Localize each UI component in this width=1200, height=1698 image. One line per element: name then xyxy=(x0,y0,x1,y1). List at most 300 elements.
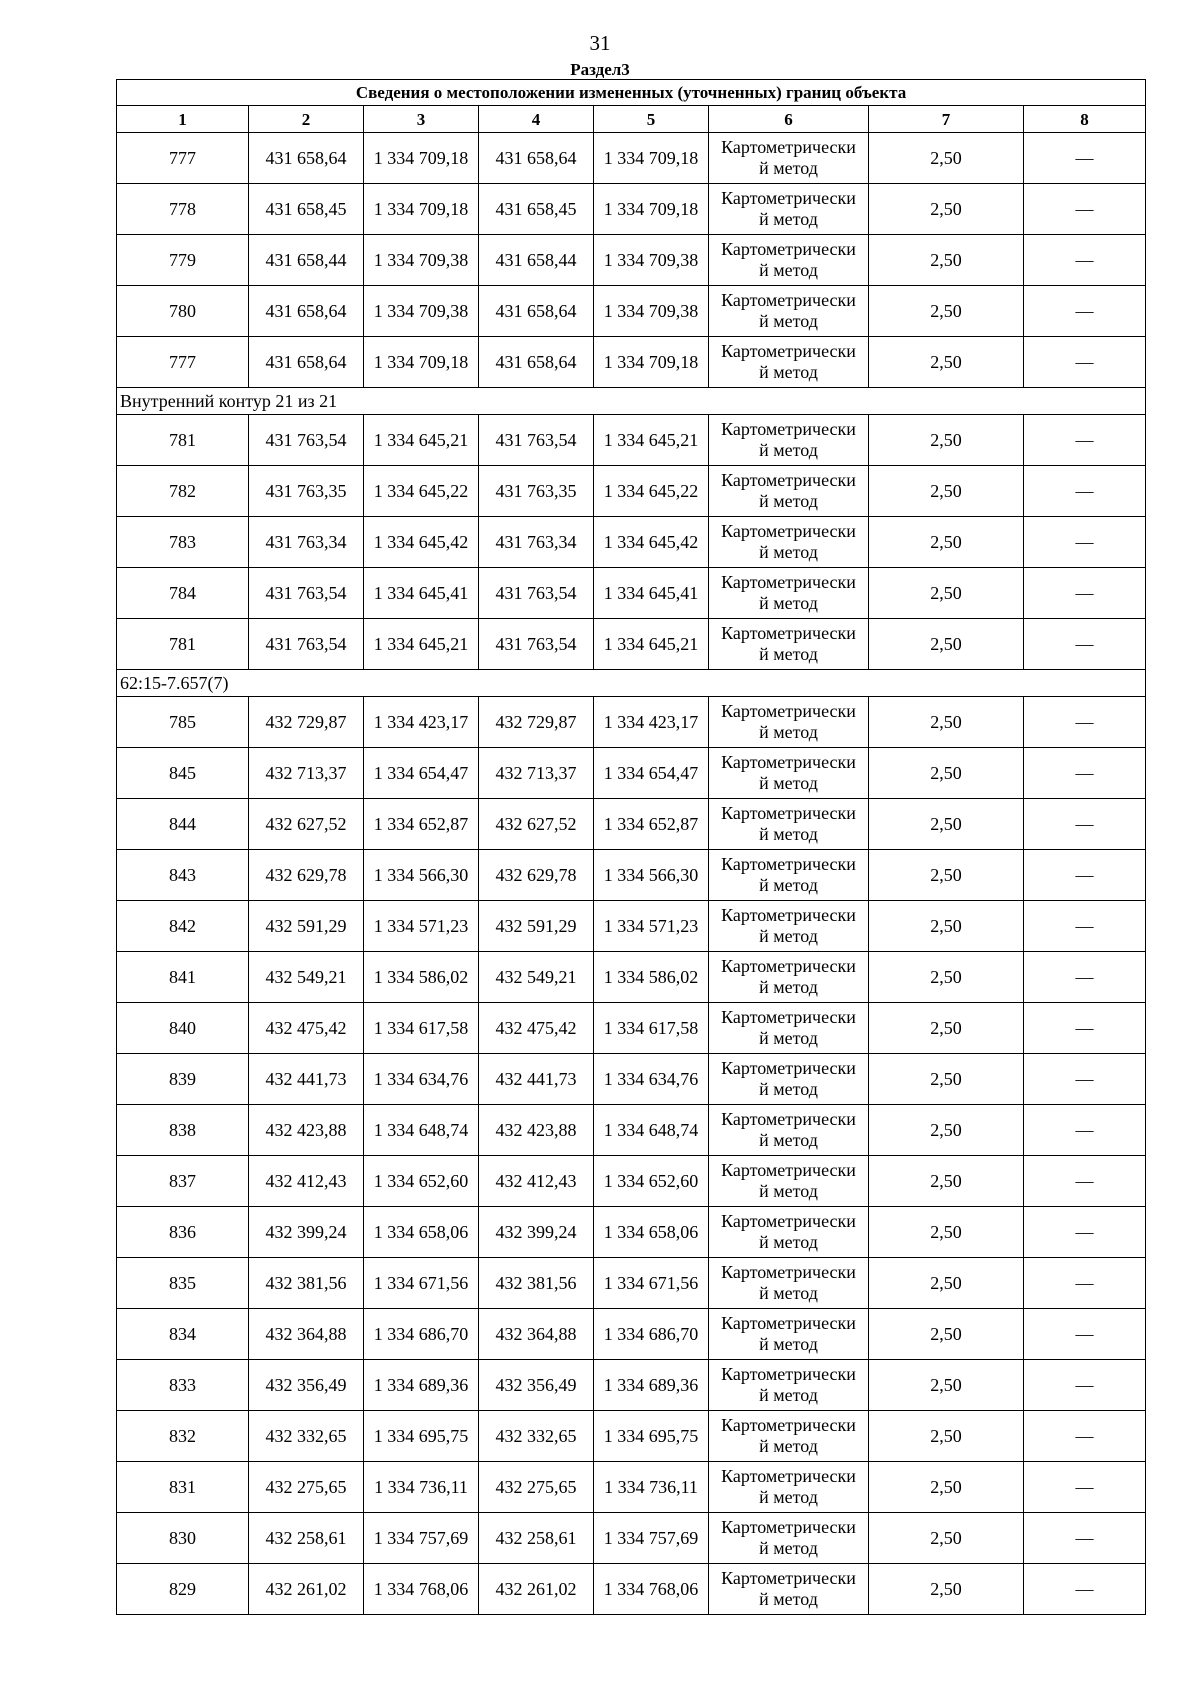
precision-cell: 2,50 xyxy=(869,952,1024,1003)
method-cell xyxy=(709,1054,869,1105)
method-line: Картометрически xyxy=(721,1007,856,1027)
table-row xyxy=(117,901,1146,952)
description-cell: — xyxy=(1024,1207,1146,1258)
existing-x-cell: 432 261,02 xyxy=(249,1564,364,1615)
method-line: Картометрически xyxy=(721,956,856,976)
table-body xyxy=(117,133,1146,1615)
table-row xyxy=(117,568,1146,619)
contour-label-row xyxy=(117,670,1146,697)
point-number-cell: 832 xyxy=(117,1411,249,1462)
method-cell xyxy=(709,1411,869,1462)
new-y-cell: 1 334 736,11 xyxy=(594,1462,709,1513)
table-row xyxy=(117,619,1146,670)
new-y-cell: 1 334 709,18 xyxy=(594,337,709,388)
precision-cell: 2,50 xyxy=(869,619,1024,670)
existing-x-cell: 431 763,54 xyxy=(249,568,364,619)
table-row xyxy=(117,133,1146,184)
new-x-cell: 432 441,73 xyxy=(479,1054,594,1105)
table-row xyxy=(117,1156,1146,1207)
point-number-cell: 777 xyxy=(117,133,249,184)
new-y-cell: 1 334 671,56 xyxy=(594,1258,709,1309)
method-cell xyxy=(709,235,869,286)
point-number-cell: 830 xyxy=(117,1513,249,1564)
column-number: 5 xyxy=(594,106,709,133)
point-number-cell: 779 xyxy=(117,235,249,286)
method-line: Картометрически xyxy=(721,1364,856,1384)
table-row xyxy=(117,517,1146,568)
new-y-cell: 1 334 652,60 xyxy=(594,1156,709,1207)
method-line: й метод xyxy=(759,1028,818,1048)
existing-y-cell: 1 334 645,21 xyxy=(364,415,479,466)
method-line: Картометрически xyxy=(721,623,856,643)
method-line: й метод xyxy=(759,209,818,229)
precision-cell: 2,50 xyxy=(869,568,1024,619)
point-number-cell: 782 xyxy=(117,466,249,517)
precision-cell: 2,50 xyxy=(869,517,1024,568)
contour-label: Внутренний контур 21 из 21 xyxy=(117,388,1146,415)
new-x-cell: 431 658,64 xyxy=(479,337,594,388)
method-line: Картометрически xyxy=(721,572,856,592)
existing-y-cell: 1 334 634,76 xyxy=(364,1054,479,1105)
new-y-cell: 1 334 757,69 xyxy=(594,1513,709,1564)
method-cell xyxy=(709,286,869,337)
existing-x-cell: 432 412,43 xyxy=(249,1156,364,1207)
existing-y-cell: 1 334 709,18 xyxy=(364,133,479,184)
new-y-cell: 1 334 566,30 xyxy=(594,850,709,901)
point-number-cell: 840 xyxy=(117,1003,249,1054)
point-number-cell: 784 xyxy=(117,568,249,619)
new-x-cell: 432 549,21 xyxy=(479,952,594,1003)
method-line: й метод xyxy=(759,542,818,562)
method-line: й метод xyxy=(759,260,818,280)
existing-y-cell: 1 334 617,58 xyxy=(364,1003,479,1054)
new-y-cell: 1 334 709,18 xyxy=(594,184,709,235)
column-number: 7 xyxy=(869,106,1024,133)
existing-y-cell: 1 334 658,06 xyxy=(364,1207,479,1258)
new-y-cell: 1 334 617,58 xyxy=(594,1003,709,1054)
precision-cell: 2,50 xyxy=(869,1156,1024,1207)
table-row xyxy=(117,337,1146,388)
new-x-cell: 431 763,54 xyxy=(479,415,594,466)
method-line: Картометрически xyxy=(721,188,856,208)
precision-cell: 2,50 xyxy=(869,1513,1024,1564)
new-x-cell: 432 713,37 xyxy=(479,748,594,799)
precision-cell: 2,50 xyxy=(869,466,1024,517)
existing-y-cell: 1 334 709,38 xyxy=(364,286,479,337)
existing-y-cell: 1 334 652,87 xyxy=(364,799,479,850)
existing-x-cell: 432 275,65 xyxy=(249,1462,364,1513)
method-line: Картометрически xyxy=(721,1568,856,1588)
method-cell xyxy=(709,1207,869,1258)
description-cell: — xyxy=(1024,133,1146,184)
method-cell xyxy=(709,568,869,619)
new-y-cell: 1 334 645,41 xyxy=(594,568,709,619)
table-row xyxy=(117,1207,1146,1258)
precision-cell: 2,50 xyxy=(869,1105,1024,1156)
method-line: й метод xyxy=(759,926,818,946)
table-row xyxy=(117,184,1146,235)
method-line: й метод xyxy=(759,722,818,742)
existing-y-cell: 1 334 671,56 xyxy=(364,1258,479,1309)
new-y-cell: 1 334 709,38 xyxy=(594,235,709,286)
existing-y-cell: 1 334 645,42 xyxy=(364,517,479,568)
existing-x-cell: 432 364,88 xyxy=(249,1309,364,1360)
method-line: Картометрически xyxy=(721,1262,856,1282)
description-cell: — xyxy=(1024,235,1146,286)
new-x-cell: 432 423,88 xyxy=(479,1105,594,1156)
existing-y-cell: 1 334 423,17 xyxy=(364,697,479,748)
point-number-cell: 836 xyxy=(117,1207,249,1258)
method-line: Картометрически xyxy=(721,1517,856,1537)
point-number-cell: 845 xyxy=(117,748,249,799)
existing-y-cell: 1 334 689,36 xyxy=(364,1360,479,1411)
table-row xyxy=(117,466,1146,517)
description-cell: — xyxy=(1024,1411,1146,1462)
method-line: Картометрически xyxy=(721,341,856,361)
new-x-cell: 431 658,45 xyxy=(479,184,594,235)
point-number-cell: 777 xyxy=(117,337,249,388)
point-number-cell: 844 xyxy=(117,799,249,850)
existing-y-cell: 1 334 709,18 xyxy=(364,184,479,235)
method-line: Картометрически xyxy=(721,1466,856,1486)
existing-y-cell: 1 334 709,18 xyxy=(364,337,479,388)
method-line: й метод xyxy=(759,158,818,178)
table-row xyxy=(117,952,1146,1003)
existing-y-cell: 1 334 571,23 xyxy=(364,901,479,952)
new-x-cell: 431 763,54 xyxy=(479,568,594,619)
existing-x-cell: 432 627,52 xyxy=(249,799,364,850)
precision-cell: 2,50 xyxy=(869,133,1024,184)
point-number-cell: 841 xyxy=(117,952,249,1003)
method-line: й метод xyxy=(759,773,818,793)
description-cell: — xyxy=(1024,1462,1146,1513)
new-x-cell: 432 275,65 xyxy=(479,1462,594,1513)
new-x-cell: 432 364,88 xyxy=(479,1309,594,1360)
point-number-cell: 781 xyxy=(117,415,249,466)
table-caption: Сведения о местоположении измененных (уточненных) границ объекта xyxy=(117,80,1146,106)
new-y-cell: 1 334 652,87 xyxy=(594,799,709,850)
new-x-cell: 431 658,64 xyxy=(479,133,594,184)
new-y-cell: 1 334 645,42 xyxy=(594,517,709,568)
existing-y-cell: 1 334 648,74 xyxy=(364,1105,479,1156)
new-y-cell: 1 334 709,38 xyxy=(594,286,709,337)
existing-x-cell: 432 356,49 xyxy=(249,1360,364,1411)
method-line: й метод xyxy=(759,593,818,613)
method-cell xyxy=(709,619,869,670)
method-cell xyxy=(709,697,869,748)
new-y-cell: 1 334 645,22 xyxy=(594,466,709,517)
existing-x-cell: 432 258,61 xyxy=(249,1513,364,1564)
existing-x-cell: 431 658,64 xyxy=(249,337,364,388)
new-x-cell: 432 729,87 xyxy=(479,697,594,748)
new-y-cell: 1 334 634,76 xyxy=(594,1054,709,1105)
new-y-cell: 1 334 686,70 xyxy=(594,1309,709,1360)
method-cell xyxy=(709,1462,869,1513)
precision-cell: 2,50 xyxy=(869,1360,1024,1411)
method-line: й метод xyxy=(759,1283,818,1303)
method-cell xyxy=(709,1564,869,1615)
description-cell: — xyxy=(1024,952,1146,1003)
new-y-cell: 1 334 645,21 xyxy=(594,619,709,670)
precision-cell: 2,50 xyxy=(869,184,1024,235)
new-y-cell: 1 334 695,75 xyxy=(594,1411,709,1462)
existing-x-cell: 432 441,73 xyxy=(249,1054,364,1105)
existing-y-cell: 1 334 645,21 xyxy=(364,619,479,670)
method-cell xyxy=(709,901,869,952)
existing-x-cell: 432 381,56 xyxy=(249,1258,364,1309)
method-line: й метод xyxy=(759,977,818,997)
existing-y-cell: 1 334 566,30 xyxy=(364,850,479,901)
method-line: Картометрически xyxy=(721,803,856,823)
precision-cell: 2,50 xyxy=(869,901,1024,952)
description-cell: — xyxy=(1024,697,1146,748)
method-line: Картометрически xyxy=(721,419,856,439)
precision-cell: 2,50 xyxy=(869,850,1024,901)
new-y-cell: 1 334 423,17 xyxy=(594,697,709,748)
point-number-cell: 842 xyxy=(117,901,249,952)
method-line: й метод xyxy=(759,644,818,664)
existing-x-cell: 431 658,64 xyxy=(249,133,364,184)
method-cell xyxy=(709,415,869,466)
new-y-cell: 1 334 689,36 xyxy=(594,1360,709,1411)
description-cell: — xyxy=(1024,619,1146,670)
precision-cell: 2,50 xyxy=(869,1309,1024,1360)
description-cell: — xyxy=(1024,286,1146,337)
method-line: Картометрически xyxy=(721,470,856,490)
method-cell xyxy=(709,1105,869,1156)
existing-y-cell: 1 334 736,11 xyxy=(364,1462,479,1513)
description-cell: — xyxy=(1024,1054,1146,1105)
existing-y-cell: 1 334 586,02 xyxy=(364,952,479,1003)
column-number: 3 xyxy=(364,106,479,133)
existing-y-cell: 1 334 686,70 xyxy=(364,1309,479,1360)
method-line: й метод xyxy=(759,1538,818,1558)
method-line: Картометрически xyxy=(721,701,856,721)
precision-cell: 2,50 xyxy=(869,1207,1024,1258)
point-number-cell: 843 xyxy=(117,850,249,901)
new-x-cell: 432 627,52 xyxy=(479,799,594,850)
precision-cell: 2,50 xyxy=(869,1003,1024,1054)
point-number-cell: 785 xyxy=(117,697,249,748)
description-cell: — xyxy=(1024,1258,1146,1309)
method-cell xyxy=(709,184,869,235)
existing-x-cell: 431 763,34 xyxy=(249,517,364,568)
table-row xyxy=(117,748,1146,799)
table-row xyxy=(117,1105,1146,1156)
precision-cell: 2,50 xyxy=(869,1258,1024,1309)
description-cell: — xyxy=(1024,1513,1146,1564)
existing-x-cell: 431 658,44 xyxy=(249,235,364,286)
precision-cell: 2,50 xyxy=(869,748,1024,799)
existing-y-cell: 1 334 709,38 xyxy=(364,235,479,286)
method-line: й метод xyxy=(759,824,818,844)
new-x-cell: 432 356,49 xyxy=(479,1360,594,1411)
method-line: Картометрически xyxy=(721,1415,856,1435)
method-line: й метод xyxy=(759,1079,818,1099)
method-line: Картометрически xyxy=(721,1109,856,1129)
existing-y-cell: 1 334 645,41 xyxy=(364,568,479,619)
description-cell: — xyxy=(1024,748,1146,799)
new-y-cell: 1 334 648,74 xyxy=(594,1105,709,1156)
table-row xyxy=(117,850,1146,901)
method-cell xyxy=(709,1156,869,1207)
precision-cell: 2,50 xyxy=(869,1462,1024,1513)
description-cell: — xyxy=(1024,799,1146,850)
point-number-cell: 780 xyxy=(117,286,249,337)
existing-x-cell: 432 399,24 xyxy=(249,1207,364,1258)
method-line: й метод xyxy=(759,311,818,331)
new-x-cell: 432 412,43 xyxy=(479,1156,594,1207)
point-number-cell: 839 xyxy=(117,1054,249,1105)
point-number-cell: 781 xyxy=(117,619,249,670)
method-cell xyxy=(709,1003,869,1054)
method-cell xyxy=(709,1258,869,1309)
point-number-cell: 834 xyxy=(117,1309,249,1360)
method-line: Картометрически xyxy=(721,1058,856,1078)
method-line: Картометрически xyxy=(721,1313,856,1333)
table-row xyxy=(117,1564,1146,1615)
new-y-cell: 1 334 654,47 xyxy=(594,748,709,799)
precision-cell: 2,50 xyxy=(869,337,1024,388)
existing-x-cell: 431 658,45 xyxy=(249,184,364,235)
method-line: й метод xyxy=(759,362,818,382)
new-x-cell: 432 261,02 xyxy=(479,1564,594,1615)
existing-x-cell: 432 713,37 xyxy=(249,748,364,799)
new-y-cell: 1 334 571,23 xyxy=(594,901,709,952)
method-line: й метод xyxy=(759,440,818,460)
existing-y-cell: 1 334 645,22 xyxy=(364,466,479,517)
precision-cell: 2,50 xyxy=(869,697,1024,748)
method-line: Картометрически xyxy=(721,137,856,157)
description-cell: — xyxy=(1024,1309,1146,1360)
existing-y-cell: 1 334 695,75 xyxy=(364,1411,479,1462)
description-cell: — xyxy=(1024,184,1146,235)
contour-label: 62:15-7.657(7) xyxy=(117,670,1146,697)
description-cell: — xyxy=(1024,517,1146,568)
table-row xyxy=(117,415,1146,466)
precision-cell: 2,50 xyxy=(869,1054,1024,1105)
column-number: 1 xyxy=(117,106,249,133)
description-cell: — xyxy=(1024,901,1146,952)
new-x-cell: 432 399,24 xyxy=(479,1207,594,1258)
point-number-cell: 831 xyxy=(117,1462,249,1513)
point-number-cell: 783 xyxy=(117,517,249,568)
table-row xyxy=(117,697,1146,748)
method-cell xyxy=(709,1513,869,1564)
method-line: й метод xyxy=(759,491,818,511)
method-line: й метод xyxy=(759,1130,818,1150)
description-cell: — xyxy=(1024,850,1146,901)
new-y-cell: 1 334 768,06 xyxy=(594,1564,709,1615)
method-line: Картометрически xyxy=(721,1160,856,1180)
method-line: Картометрически xyxy=(721,521,856,541)
precision-cell: 2,50 xyxy=(869,415,1024,466)
column-number: 4 xyxy=(479,106,594,133)
table-row xyxy=(117,1513,1146,1564)
method-line: й метод xyxy=(759,1232,818,1252)
method-line: й метод xyxy=(759,1385,818,1405)
method-line: й метод xyxy=(759,1487,818,1507)
method-line: й метод xyxy=(759,1334,818,1354)
method-cell xyxy=(709,517,869,568)
existing-x-cell: 432 332,65 xyxy=(249,1411,364,1462)
method-cell xyxy=(709,952,869,1003)
column-number: 8 xyxy=(1024,106,1146,133)
table-row xyxy=(117,1462,1146,1513)
description-cell: — xyxy=(1024,1105,1146,1156)
coordinates-table xyxy=(116,79,1146,1615)
point-number-cell: 778 xyxy=(117,184,249,235)
existing-x-cell: 431 763,54 xyxy=(249,415,364,466)
new-x-cell: 432 629,78 xyxy=(479,850,594,901)
table-row xyxy=(117,1003,1146,1054)
description-cell: — xyxy=(1024,1360,1146,1411)
new-x-cell: 431 658,44 xyxy=(479,235,594,286)
point-number-cell: 837 xyxy=(117,1156,249,1207)
description-cell: — xyxy=(1024,568,1146,619)
column-number-row xyxy=(117,106,1146,133)
new-x-cell: 432 332,65 xyxy=(479,1411,594,1462)
table-row xyxy=(117,1258,1146,1309)
description-cell: — xyxy=(1024,1003,1146,1054)
method-cell xyxy=(709,133,869,184)
description-cell: — xyxy=(1024,415,1146,466)
table-row xyxy=(117,799,1146,850)
table-row xyxy=(117,286,1146,337)
page-number: 31 xyxy=(589,31,611,55)
description-cell: — xyxy=(1024,466,1146,517)
new-y-cell: 1 334 709,18 xyxy=(594,133,709,184)
new-y-cell: 1 334 645,21 xyxy=(594,415,709,466)
existing-y-cell: 1 334 654,47 xyxy=(364,748,479,799)
existing-x-cell: 431 763,54 xyxy=(249,619,364,670)
section-title: Раздел3 xyxy=(570,60,630,79)
description-cell: — xyxy=(1024,337,1146,388)
existing-x-cell: 432 475,42 xyxy=(249,1003,364,1054)
existing-x-cell: 431 658,64 xyxy=(249,286,364,337)
description-cell: — xyxy=(1024,1156,1146,1207)
new-x-cell: 432 381,56 xyxy=(479,1258,594,1309)
method-line: Картометрически xyxy=(721,239,856,259)
point-number-cell: 835 xyxy=(117,1258,249,1309)
precision-cell: 2,50 xyxy=(869,235,1024,286)
existing-x-cell: 432 729,87 xyxy=(249,697,364,748)
new-y-cell: 1 334 658,06 xyxy=(594,1207,709,1258)
existing-x-cell: 432 629,78 xyxy=(249,850,364,901)
new-x-cell: 431 763,54 xyxy=(479,619,594,670)
new-x-cell: 432 591,29 xyxy=(479,901,594,952)
precision-cell: 2,50 xyxy=(869,286,1024,337)
description-cell: — xyxy=(1024,1564,1146,1615)
method-cell xyxy=(709,850,869,901)
method-cell xyxy=(709,799,869,850)
method-line: Картометрически xyxy=(721,905,856,925)
point-number-cell: 833 xyxy=(117,1360,249,1411)
method-cell xyxy=(709,1309,869,1360)
existing-x-cell: 432 423,88 xyxy=(249,1105,364,1156)
new-x-cell: 431 763,35 xyxy=(479,466,594,517)
new-x-cell: 432 475,42 xyxy=(479,1003,594,1054)
method-cell xyxy=(709,748,869,799)
precision-cell: 2,50 xyxy=(869,1411,1024,1462)
method-cell xyxy=(709,337,869,388)
method-line: й метод xyxy=(759,1589,818,1609)
method-line: й метод xyxy=(759,1436,818,1456)
method-line: й метод xyxy=(759,1181,818,1201)
column-number: 2 xyxy=(249,106,364,133)
method-cell xyxy=(709,1360,869,1411)
point-number-cell: 829 xyxy=(117,1564,249,1615)
